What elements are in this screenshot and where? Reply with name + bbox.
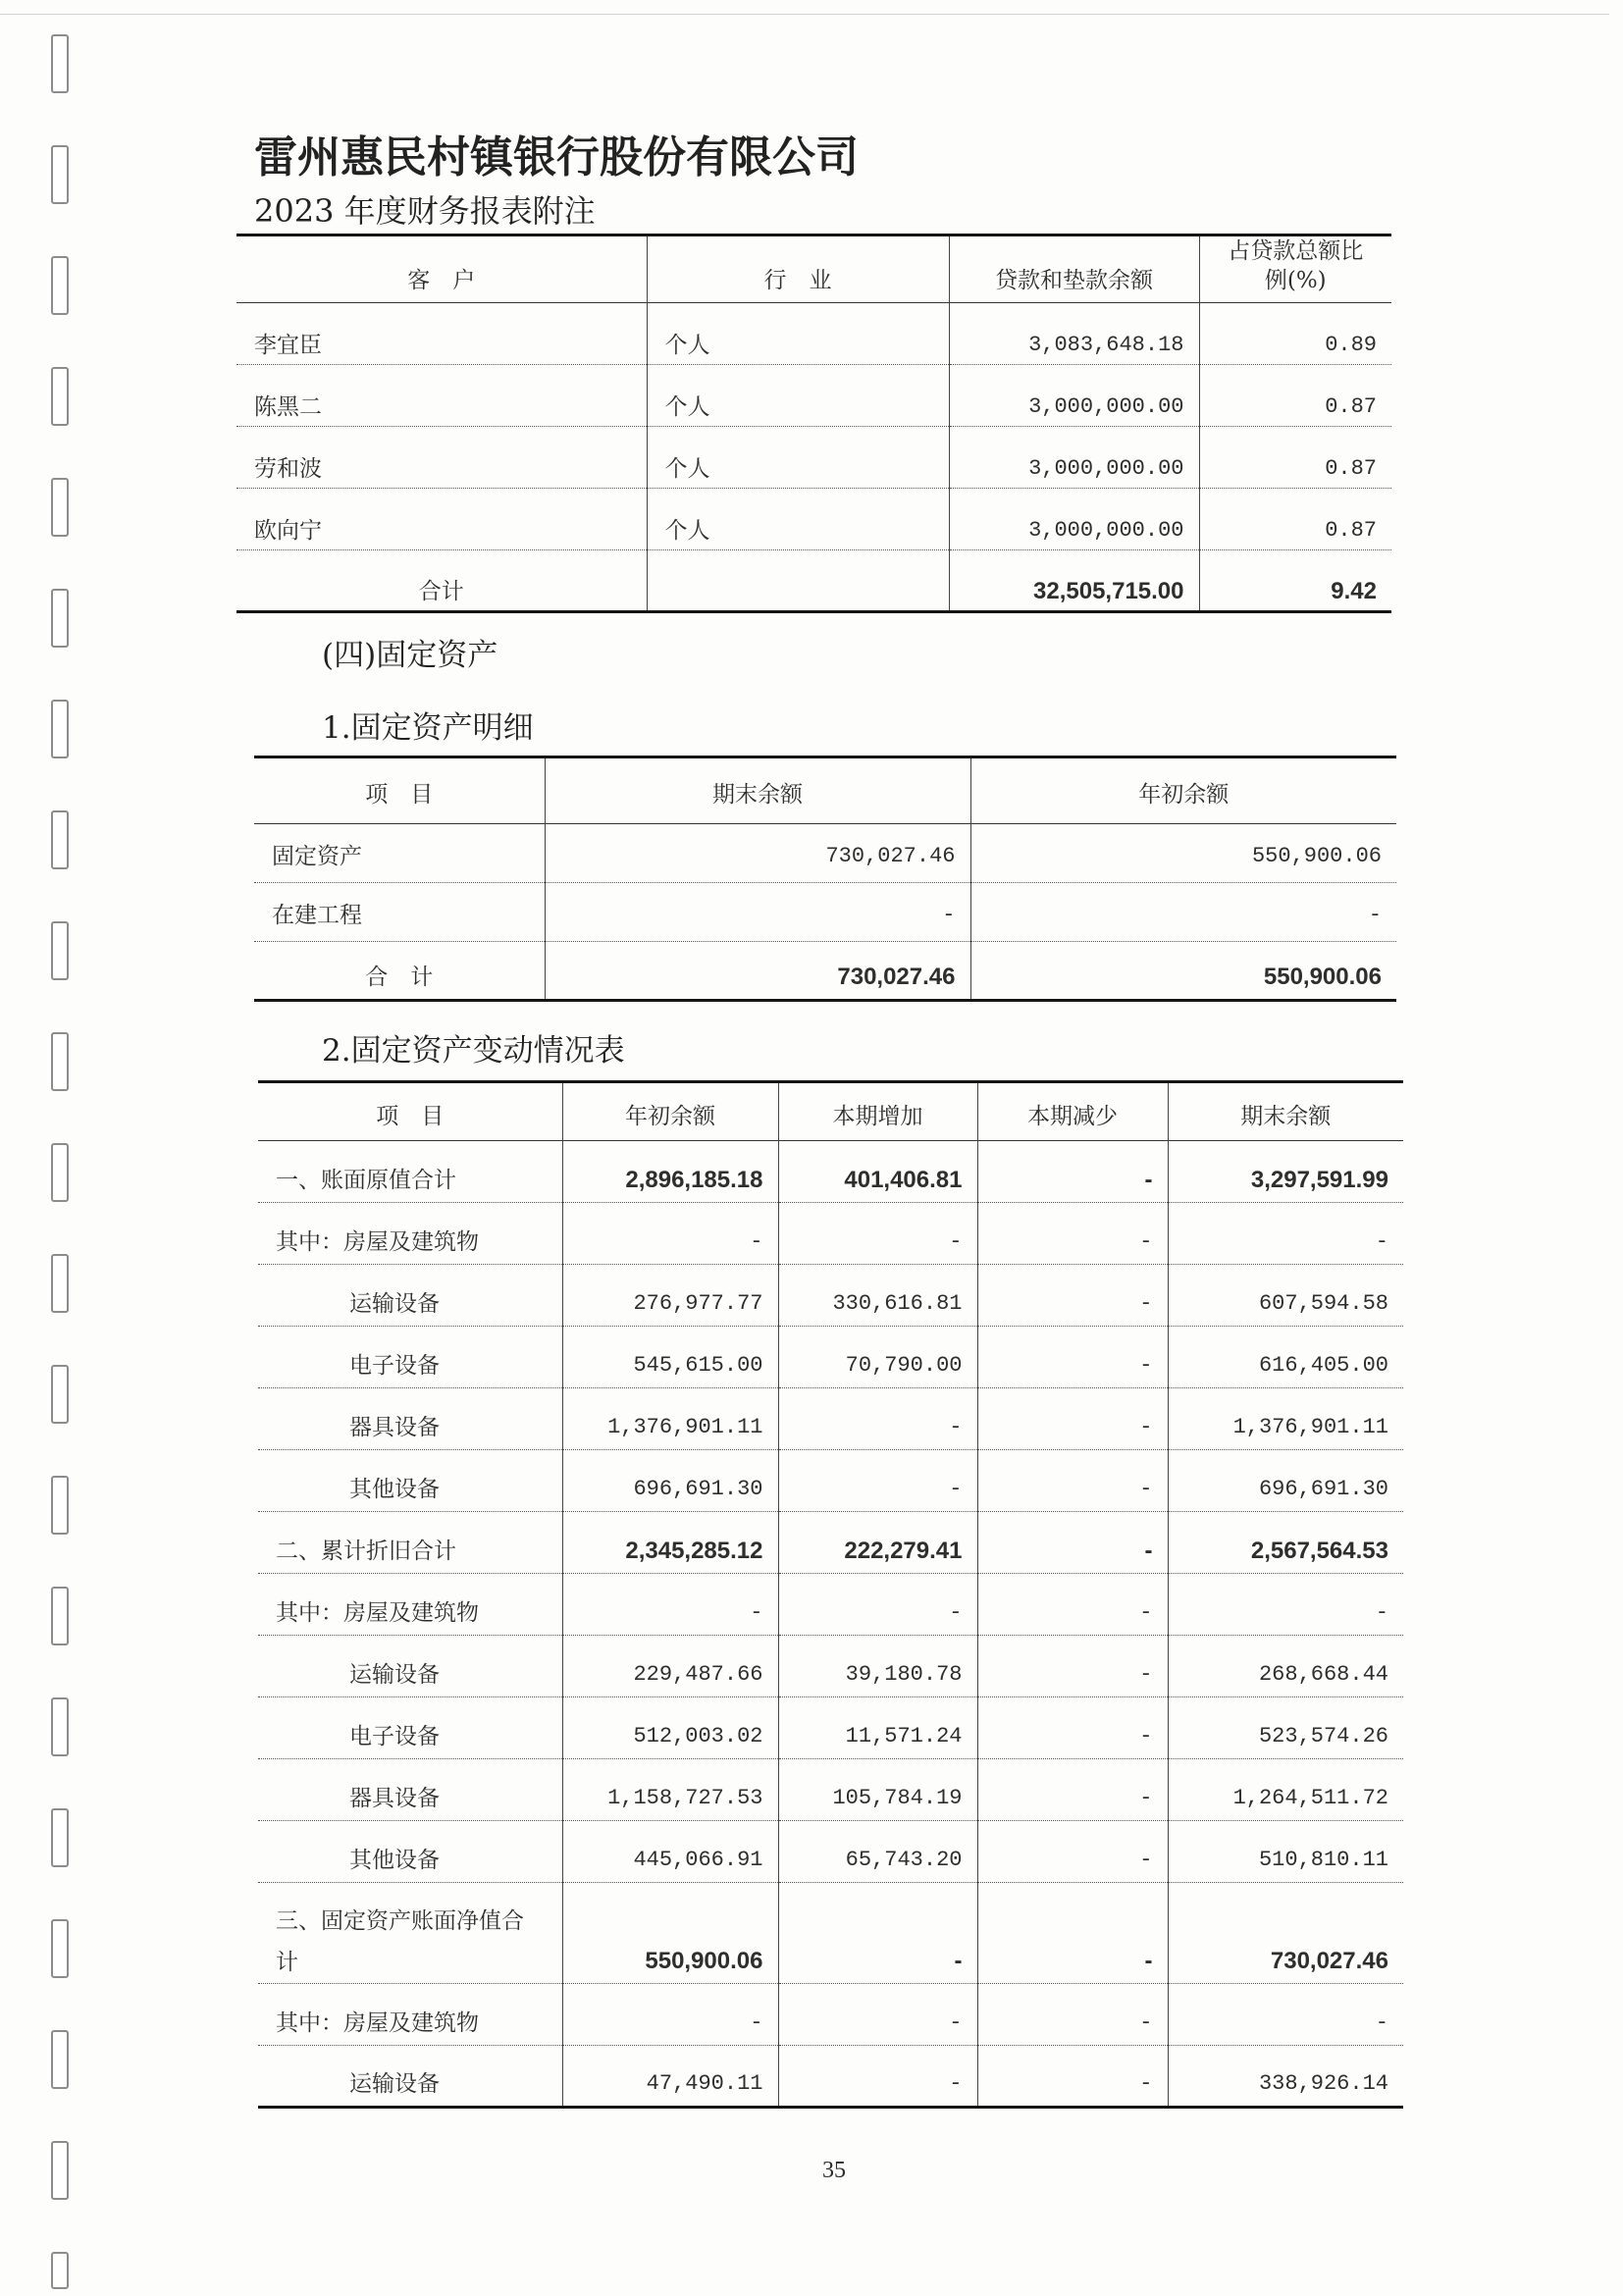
row-label: 电子设备 <box>349 1353 440 1379</box>
binding-hole <box>51 1587 69 1645</box>
row-label: 运输设备 <box>349 2071 440 2097</box>
cell-decrease: - <box>977 1141 1168 1203</box>
cell-balance: 3,000,000.00 <box>949 427 1199 489</box>
cell-begin: - <box>562 1574 778 1636</box>
cell-increase: 105,784.19 <box>778 1759 977 1821</box>
table-row <box>258 1883 1403 1984</box>
cell-increase: - <box>778 1388 977 1450</box>
binding-hole <box>51 810 69 869</box>
table-row <box>236 489 1391 550</box>
row-label: 器具设备 <box>349 1415 440 1440</box>
binding-hole <box>51 1365 69 1424</box>
binding-hole <box>51 145 69 204</box>
cell-end: 730,027.46 <box>1168 1883 1403 1984</box>
binding-hole <box>51 1697 69 1756</box>
row-label: 运输设备 <box>349 1662 440 1688</box>
binding-hole <box>51 2252 69 2289</box>
binding-hole <box>51 921 69 980</box>
table-row <box>254 824 1396 883</box>
table-row <box>258 1574 1403 1636</box>
total-label: 合 计 <box>365 965 434 990</box>
table-header-row <box>258 1082 1403 1141</box>
cell-increase: 222,279.41 <box>778 1512 977 1574</box>
binding-hole <box>51 256 69 315</box>
cell-begin: 2,345,285.12 <box>562 1512 778 1574</box>
col-header-increase: 本期增加 <box>778 1082 977 1141</box>
cell-end: 607,594.58 <box>1168 1265 1403 1327</box>
binding-hole <box>51 1143 69 1202</box>
row-label: 二、累计折旧合计 <box>276 1539 456 1564</box>
col-header-customer: 客 户 <box>407 268 476 293</box>
cell-begin: 696,691.30 <box>562 1450 778 1512</box>
row-label-line2: 计 <box>276 1950 298 1975</box>
cell-decrease: - <box>977 1636 1168 1697</box>
cell-decrease: - <box>977 1697 1168 1759</box>
table-row <box>236 303 1391 365</box>
total-label: 合计 <box>418 579 464 604</box>
cell-begin: - <box>970 883 1396 942</box>
cell-increase: - <box>778 1203 977 1265</box>
cell-decrease: - <box>977 1203 1168 1265</box>
cell-decrease: - <box>977 1327 1168 1388</box>
total-ratio: 9.42 <box>1199 550 1391 612</box>
cell-increase: - <box>778 1984 977 2046</box>
cell-increase: - <box>778 1883 977 1984</box>
cell-increase: - <box>778 2046 977 2108</box>
col-header-ratio <box>1199 235 1391 303</box>
cell-decrease: - <box>977 1759 1168 1821</box>
col-header-item: 项 目 <box>365 782 434 808</box>
cell-begin: 276,977.77 <box>562 1265 778 1327</box>
table-header-row <box>236 235 1391 303</box>
cell-begin: 550,900.06 <box>562 1883 778 1984</box>
table-row <box>236 365 1391 427</box>
cell-begin: 512,003.02 <box>562 1697 778 1759</box>
binding-hole <box>51 367 69 426</box>
cell-end: 616,405.00 <box>1168 1327 1403 1388</box>
col-header-ratio-line2: 例(%) <box>1264 268 1327 293</box>
binding-hole <box>51 478 69 537</box>
cell-begin: 550,900.06 <box>970 824 1396 883</box>
page-number: 35 <box>822 2158 846 2183</box>
cell-industry: 个人 <box>647 303 949 365</box>
cell-increase: 65,743.20 <box>778 1821 977 1883</box>
binding-hole <box>51 2141 69 2200</box>
row-label: 运输设备 <box>349 1291 440 1317</box>
cell-end: - <box>1168 1203 1403 1265</box>
cell-ratio: 0.87 <box>1199 489 1391 550</box>
cell-industry: 个人 <box>647 427 949 489</box>
cell-balance: 3,083,648.18 <box>949 303 1199 365</box>
cell-end: 730,027.46 <box>545 824 970 883</box>
col-header-industry: 行 业 <box>647 235 949 303</box>
table-row <box>258 1388 1403 1450</box>
company-title: 雷州惠民村镇银行股份有限公司 <box>254 132 859 183</box>
cell-end: - <box>1168 1574 1403 1636</box>
cell-end: 3,297,591.99 <box>1168 1141 1403 1203</box>
table-row <box>258 1512 1403 1574</box>
cell-industry: 个人 <box>647 489 949 550</box>
cell-decrease: - <box>977 1512 1168 1574</box>
subsection-heading-changes: 2.固定资产变动情况表 <box>322 1033 625 1069</box>
cell-end: - <box>545 883 970 942</box>
cell-begin: 1,376,901.11 <box>562 1388 778 1450</box>
table-row <box>258 1203 1403 1265</box>
binding-hole <box>51 1919 69 1978</box>
cell-end: 696,691.30 <box>1168 1450 1403 1512</box>
cell-decrease: - <box>977 1574 1168 1636</box>
table-row <box>258 1327 1403 1388</box>
cell-end: - <box>1168 1984 1403 2046</box>
table-header-row <box>254 757 1396 824</box>
binding-hole <box>51 2030 69 2089</box>
cell-decrease: - <box>977 1883 1168 1984</box>
cell-balance: 3,000,000.00 <box>949 365 1199 427</box>
cell-industry: 个人 <box>647 365 949 427</box>
cell-begin: 1,158,727.53 <box>562 1759 778 1821</box>
cell-decrease: - <box>977 1388 1168 1450</box>
row-label: 电子设备 <box>349 1724 440 1749</box>
table-row <box>254 883 1396 942</box>
row-label: 一、账面原值合计 <box>276 1168 456 1193</box>
cell-end: 338,926.14 <box>1168 2046 1403 2108</box>
cell-end: 2,567,564.53 <box>1168 1512 1403 1574</box>
total-row <box>254 942 1396 1001</box>
table-row <box>258 1636 1403 1697</box>
table-row <box>258 1759 1403 1821</box>
table-row <box>236 427 1391 489</box>
col-header-end-balance: 期末余额 <box>1168 1082 1403 1141</box>
row-label: 其中：房屋及建筑物 <box>276 1600 479 1626</box>
col-header-balance: 贷款和垫款余额 <box>949 235 1199 303</box>
row-label: 器具设备 <box>349 1786 440 1811</box>
binding-hole <box>51 1032 69 1091</box>
binding-hole <box>51 1476 69 1535</box>
binding-hole <box>51 1808 69 1867</box>
cell-begin: 445,066.91 <box>562 1821 778 1883</box>
table-row <box>258 1265 1403 1327</box>
cell-increase: 39,180.78 <box>778 1636 977 1697</box>
cell-customer: 李宜臣 <box>254 333 322 358</box>
cell-begin: - <box>562 1984 778 2046</box>
cell-customer: 陈黑二 <box>254 394 322 420</box>
cell-decrease: - <box>977 1984 1168 2046</box>
table-row <box>258 1984 1403 2046</box>
cell-begin: 47,490.11 <box>562 2046 778 2108</box>
col-header-begin-balance: 年初余额 <box>562 1082 778 1141</box>
binding-hole <box>51 700 69 758</box>
total-end: 730,027.46 <box>545 942 970 1001</box>
cell-customer: 劳和波 <box>254 456 322 482</box>
table-row <box>258 1821 1403 1883</box>
cell-decrease: - <box>977 1821 1168 1883</box>
binding-hole <box>51 1254 69 1313</box>
col-header-decrease: 本期减少 <box>977 1082 1168 1141</box>
scan-edge-line <box>0 14 1609 15</box>
row-label: 固定资产 <box>272 844 362 869</box>
cell-begin: 2,896,185.18 <box>562 1141 778 1203</box>
cell-ratio: 0.89 <box>1199 303 1391 365</box>
table-row <box>258 1697 1403 1759</box>
fixed-asset-detail-table <box>254 756 1396 1002</box>
cell-begin: 229,487.66 <box>562 1636 778 1697</box>
table-row <box>258 2046 1403 2108</box>
cell-increase: - <box>778 1574 977 1636</box>
table-row <box>258 1141 1403 1203</box>
fixed-asset-changes-table <box>258 1080 1403 2109</box>
cell-end: 510,810.11 <box>1168 1821 1403 1883</box>
total-balance: 32,505,715.00 <box>949 550 1199 612</box>
cell-ratio: 0.87 <box>1199 365 1391 427</box>
table-row <box>258 1450 1403 1512</box>
total-row <box>236 550 1391 612</box>
cell-empty <box>647 550 949 612</box>
subsection-heading-detail: 1.固定资产明细 <box>322 710 534 746</box>
total-begin: 550,900.06 <box>970 942 1396 1001</box>
cell-end: 1,264,511.72 <box>1168 1759 1403 1821</box>
cell-end: 1,376,901.11 <box>1168 1388 1403 1450</box>
section-heading-fixed-assets: (四)固定资产 <box>322 638 498 673</box>
cell-end: 268,668.44 <box>1168 1636 1403 1697</box>
cell-increase: 11,571.24 <box>778 1697 977 1759</box>
row-label <box>258 1883 562 1984</box>
row-label-line1: 三、固定资产账面净值合 <box>276 1908 524 1934</box>
col-header-begin-balance: 年初余额 <box>970 757 1396 824</box>
cell-begin: 545,615.00 <box>562 1327 778 1388</box>
cell-begin: - <box>562 1203 778 1265</box>
cell-ratio: 0.87 <box>1199 427 1391 489</box>
cell-increase: 70,790.00 <box>778 1327 977 1388</box>
cell-increase: - <box>778 1450 977 1512</box>
cell-decrease: - <box>977 1265 1168 1327</box>
col-header-ratio-line1: 占贷款总额比 <box>1228 238 1364 264</box>
cell-increase: 401,406.81 <box>778 1141 977 1203</box>
row-label: 其中：房屋及建筑物 <box>276 1229 479 1255</box>
binding-hole <box>51 589 69 648</box>
cell-customer: 欧向宁 <box>254 518 322 544</box>
row-label: 其中：房屋及建筑物 <box>276 2010 479 2036</box>
cell-balance: 3,000,000.00 <box>949 489 1199 550</box>
report-subtitle: 2023 年度财务报表附注 <box>254 192 596 230</box>
cell-increase: 330,616.81 <box>778 1265 977 1327</box>
cell-end: 523,574.26 <box>1168 1697 1403 1759</box>
cell-decrease: - <box>977 1450 1168 1512</box>
row-label: 在建工程 <box>272 903 362 928</box>
col-header-end-balance: 期末余额 <box>545 757 970 824</box>
col-header-item: 项 目 <box>376 1104 445 1129</box>
binding-hole <box>51 34 69 93</box>
row-label: 其他设备 <box>349 1477 440 1502</box>
loan-concentration-table <box>236 234 1391 613</box>
row-label: 其他设备 <box>349 1848 440 1873</box>
cell-decrease: - <box>977 2046 1168 2108</box>
